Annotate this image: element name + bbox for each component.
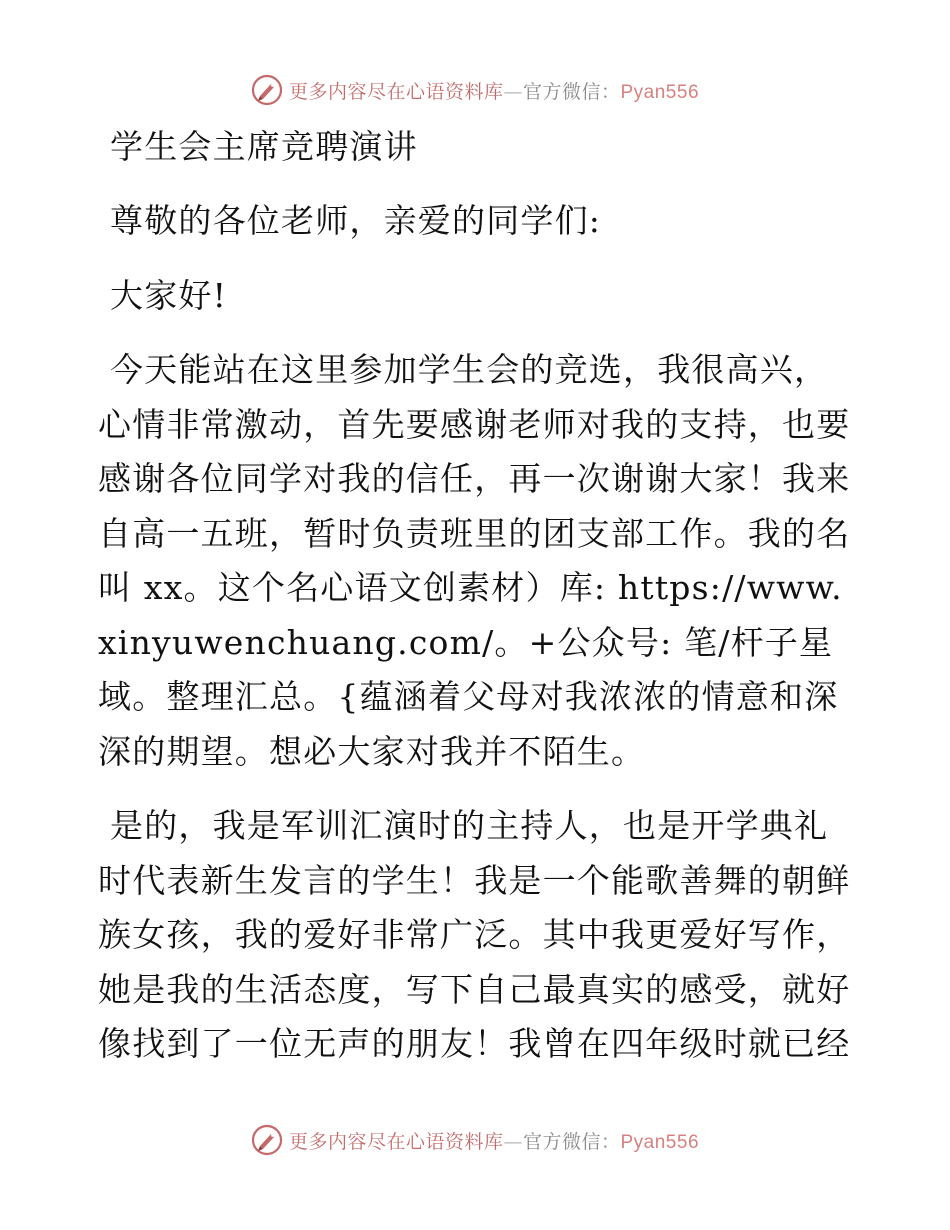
pen-logo-icon [251,1124,283,1156]
footer-banner [0,1120,950,1160]
paragraph-1: 今天能站在这里参加学生会的竞选，我很高兴，心情非常激动，首先要感谢老师对我的支持，也要感谢各位同学对我的信任，再一次谢谢大家！我来自高一五班，暂时负责班里的团支部工作。我的名叫 xx。这个名心语文创素材）库: https://www.xinyuwenchuang.com/。+公众号: 笔/杆子星域。整理汇总。{蕴涵着父母对我浓浓的情意和深深的期望。想必大家对我并不陌生。 [98,350,851,771]
footer-wechat-label: 官方微信： [522,1130,621,1153]
header-banner-inner [251,74,699,106]
document-body [98,120,858,1072]
paragraph-2: 是的，我是军训汇演时的主持人，也是开学典礼时代表新生发言的学生！我是一个能歌善舞的朝鲜族女孩，我的爱好非常广泛。其中我更爱好写作，她是我的生活态度，写下自己最真实的感受，就好像找到了一位无声的朋友！我曾在四年级时就已经 [98,806,851,1063]
header-brand: 更多内容尽在心语资料库 [288,80,504,103]
greeting: 大家好! [110,275,228,315]
header-dash: — [503,80,523,103]
footer-brand: 更多内容尽在心语资料库 [288,1130,504,1153]
footer-dash: — [503,1130,523,1153]
footer-banner-inner [251,1124,699,1156]
salutation: 尊敬的各位老师，亲爱的同学们: [110,201,602,240]
document-title: 学生会主席竞聘演讲 [110,127,418,166]
header-banner [0,70,950,110]
header-banner-text [289,77,699,104]
footer-banner-text [289,1127,699,1154]
footer-wechat-id: Pyan556 [620,1131,700,1153]
header-wechat-label: 官方微信： [522,80,621,103]
pen-logo-icon [251,74,283,106]
header-wechat-id: Pyan556 [620,81,700,103]
